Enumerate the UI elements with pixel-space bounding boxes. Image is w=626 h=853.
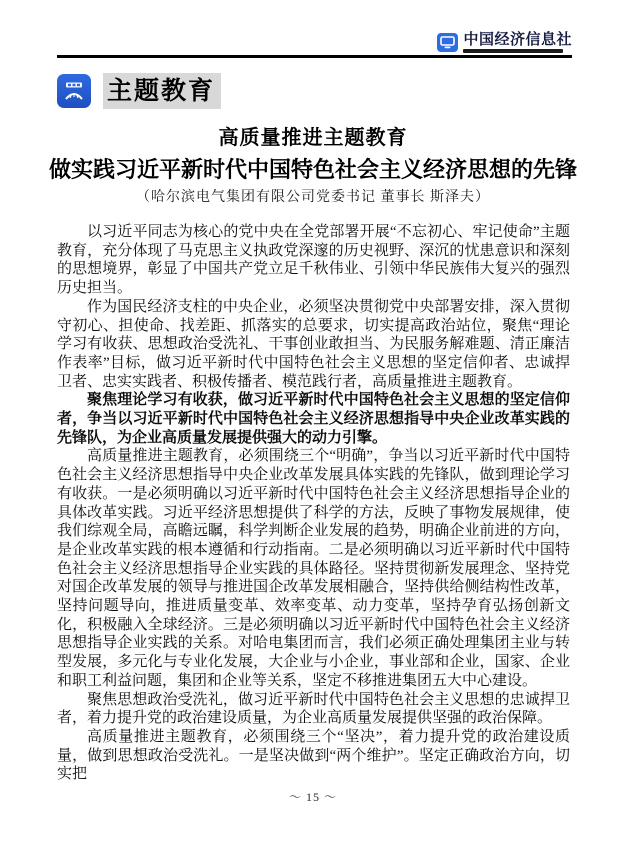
page-number: ～ 15 ～ — [288, 790, 337, 804]
section-badge — [57, 72, 569, 110]
page-header — [57, 0, 572, 58]
section-logo-icon — [57, 74, 91, 108]
article-subtitle: 做实践习近平新时代中国特色社会主义经济思想的先锋 — [48, 157, 577, 182]
article-body — [57, 223, 570, 784]
paragraph: 作为国民经济支柱的中央企业，必须坚决贯彻党中央部署安排，深入贯彻守初心、担使命、找差距、抓落实的总要求，切实提高政治站位，聚焦“理论学习有收获、思想政治受洗礼、干事创业敢担当、为民服务解难题、清正廉洁作表率”目标，做习近平新时代中国特色社会主义思想的坚定信仰者、忠诚捍卫者、忠实实践者、积极传播者、模范践行者，高质量推进主题教育。 — [57, 298, 570, 390]
paragraph: 高质量推进主题教育，必须围绕三个“明确”，争当以习近平新时代中国特色社会主义经济思想指导中央企业改革发展具体实践的先锋队，做到理论学习有收获。一是必须明确以习近平新时代中国特色社会主义经济思想指导企业的具体改革实践。习近平经济思想提供了科学的方法，反映了事物发展规律，使我们综观全局，高瞻远瞩，科学判断企业发展的趋势，明确企业前进的方向，是企业改革实践的根本遵循和行动指南。二是必须明确以习近平新时代中国特色社会主义经济思想指导企业实践的具体路径。坚持贯彻新发展理念、坚持党对国企改革发展的领导与推进国企改革发展相融合，坚持供给侧结构性改革，坚持问题导向，推进质量变革、效率变革、动力变革，坚持孕育弘扬创新文化，积极融入全球经济。三是必须明确以习近平新时代中国特色社会主义经济思想指导企业实践的关系。对哈电集团而言，我们必须正确处理集团主业与转型发展，多元化与专业化发展，大企业与小企业，事业部和企业，国家、企业和职工利益问题，集团和企业等关系，坚定不移推进集团五大中心建设。 — [57, 448, 570, 689]
ceis-monitor-icon — [437, 33, 458, 52]
paragraph: 聚焦思想政治受洗礼，做习近平新时代中国特色社会主义思想的忠诚捍卫者，着力提升党的政治建设质量，为企业高质量发展提供坚强的政治保障。 — [57, 691, 570, 727]
paragraph-emphasis: 聚焦理论学习有收获，做习近平新时代中国特色社会主义思想的坚定信仰者，争当以习近平新时代中国特色社会主义经济思想指导中央企业改革实践的先锋队，为企业高质量发展提供强大的动力引擎。 — [57, 391, 570, 446]
ceis-logo — [437, 32, 572, 53]
logo-english-subtext-bar — [463, 49, 563, 53]
paragraph: 高质量推进主题教育，必须围绕三个“坚决”，着力提升党的政治建设质量，做到思想政治受洗礼。一是坚决做到“两个维护”。坚定正确政治方向，切实把 — [57, 728, 570, 783]
paragraph: 以习近平同志为核心的党中央在全党部署开展“不忘初心、牢记使命”主题教育，充分体现了马克思主义执政党深邃的历史视野、深沉的忧患意识和深刻的思想境界，彰显了中国共产党立足千秋伟业、引领中华民族伟大复兴的强烈历史担当。 — [57, 224, 570, 297]
logo-cn-name: 中国经济信息社 — [463, 31, 572, 48]
article-title: 高质量推进主题教育 — [218, 127, 408, 149]
section-badge-label: 主题教育 — [103, 73, 221, 109]
logo-text-block — [463, 32, 572, 53]
article-byline: （哈尔滨电气集团有限公司党委书记 董事长 斯泽夫） — [136, 190, 490, 205]
